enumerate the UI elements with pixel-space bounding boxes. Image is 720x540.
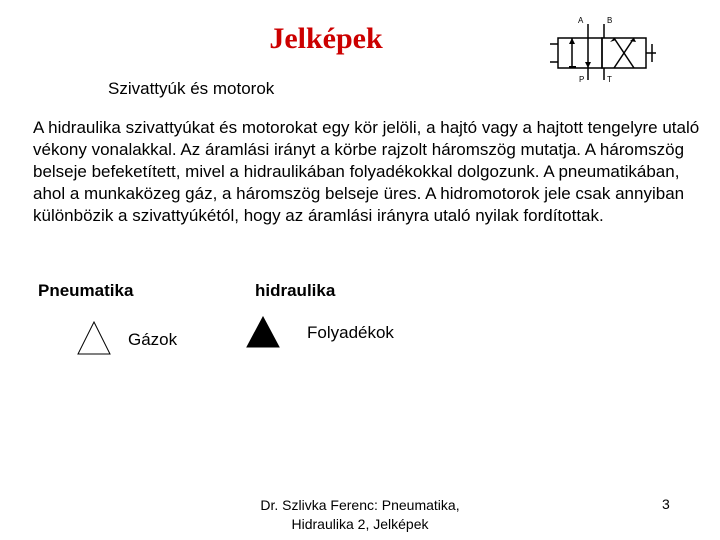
port-t-label: T xyxy=(607,75,612,84)
pneumatics-heading: Pneumatika xyxy=(38,281,134,300)
port-b-label: B xyxy=(607,16,613,25)
liquid-label: Folyadékok xyxy=(307,323,394,342)
page-number: 3 xyxy=(662,496,670,512)
gas-label: Gázok xyxy=(128,330,178,349)
body-paragraph: A hidraulika szivattyúkat és motorokat egy kör jelöli, a hajtó vagy a hajtott tengelyre utaló vékony vonalakkal. Az áramlási irányt a körbe rajzolt háromszög mutatja. A háromszög belseje befeketített, mivel a hidraulikában folyadékokkal dolgozunk. A pneumatikában, ahol a munkaközeg gáz, a háromszög belseje üres. A hidromotorok jele csak annyiban különbözik a szivattyúkétól, hogy az áramlási irányra utaló nyilak fordítottak. xyxy=(33,118,700,225)
footer-line-2: Hidraulika 2, Jelképek xyxy=(291,516,429,532)
filled-triangle-icon xyxy=(246,316,280,348)
port-a-label: A xyxy=(578,16,584,25)
empty-triangle-icon xyxy=(76,320,112,356)
directional-valve-icon xyxy=(548,14,660,84)
footer-author xyxy=(240,496,480,534)
hydraulics-heading: hidraulika xyxy=(255,281,336,300)
port-p-label: P xyxy=(579,75,585,84)
footer-line-1: Dr. Szlivka Ferenc: Pneumatika, xyxy=(260,497,460,513)
section-subtitle: Szivattyúk és motorok xyxy=(108,79,275,98)
page-title: Jelképek xyxy=(269,22,383,55)
